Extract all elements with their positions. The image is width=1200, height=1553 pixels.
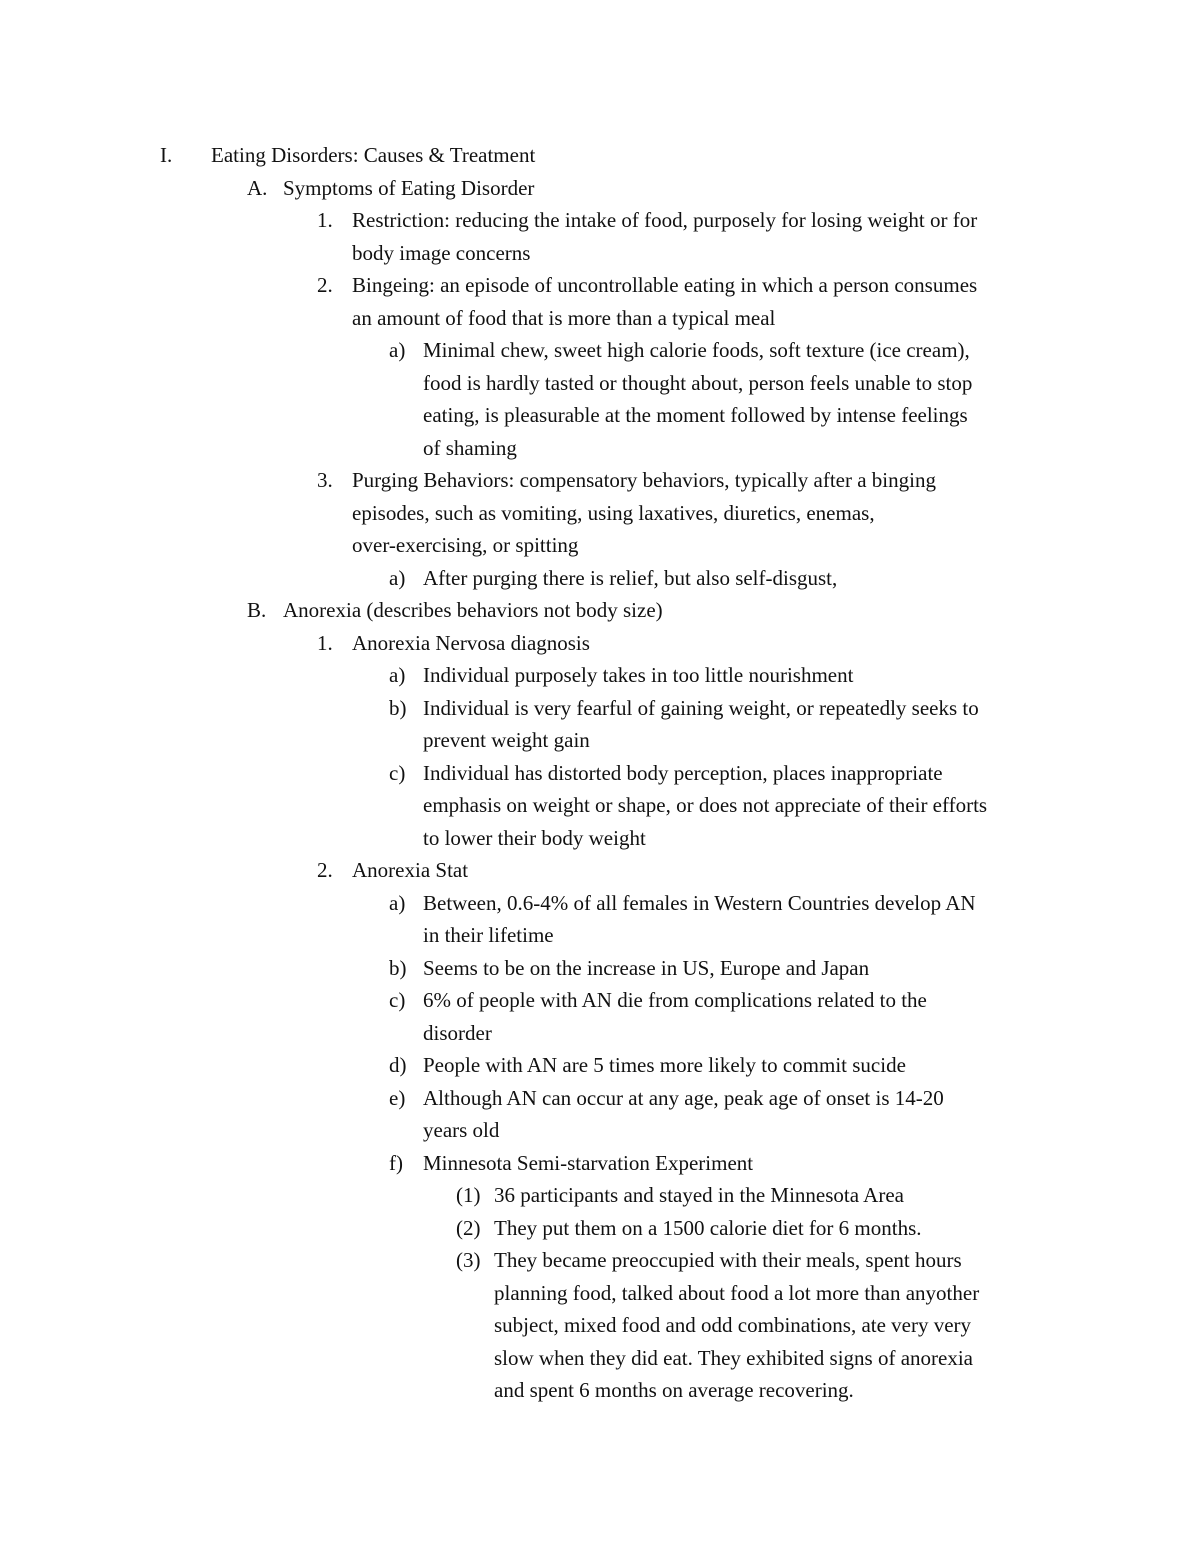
list-item-line: [0, 887, 1065, 920]
list-item-text: episodes, such as vomiting, using laxatives, diuretics, enemas,: [352, 500, 875, 525]
list-item-line: [0, 529, 1065, 562]
list-item-text: Individual is very fearful of gaining weight, or repeatedly seeks to: [423, 695, 979, 720]
list-item-text: Although AN can occur at any age, peak age of onset is 14-20: [423, 1085, 944, 1110]
list-item-text: They became preoccupied with their meals, spent hours: [494, 1248, 962, 1272]
list-item-line: [0, 204, 1065, 237]
list-marker: 3.: [317, 468, 333, 492]
list-item-text: Symptoms of Eating Disorder: [283, 175, 535, 200]
list-item-line: [0, 1082, 1065, 1115]
list-item-line: [0, 1179, 1065, 1212]
list-item-text: in their lifetime: [423, 923, 554, 947]
list-item-text: disorder: [423, 1020, 492, 1045]
list-marker: c): [389, 988, 406, 1012]
list-item-text: Minimal chew, sweet high calorie foods, soft texture (ice cream),: [423, 338, 970, 362]
list-item-line: [0, 269, 1065, 302]
list-marker: a): [389, 890, 406, 915]
list-item-text: food is hardly tasted or thought about, person feels unable to stop: [423, 370, 973, 395]
list-marker: a): [389, 565, 406, 590]
list-item-line: [0, 1147, 1065, 1180]
list-item-line: [0, 659, 1065, 692]
list-item-text: an amount of food that is more than a typical meal: [352, 305, 776, 330]
list-item-line: [0, 464, 1065, 497]
list-item-text: planning food, talked about food a lot more than anyother: [494, 1280, 980, 1305]
list-marker: I.: [160, 143, 173, 167]
list-item-text: subject, mixed food and odd combinations, ate very very: [494, 1313, 972, 1337]
list-item-text: prevent weight gain: [423, 728, 590, 752]
list-item-text: Individual purposely takes in too little nourishment: [423, 663, 854, 687]
list-marker: (2): [456, 1215, 481, 1240]
list-item-line: [0, 399, 1065, 432]
list-item-text: Seems to be on the increase in US, Europe and Japan: [423, 955, 870, 980]
list-item-text: 6% of people with AN die from complications related to the: [423, 988, 927, 1012]
list-item-text: Anorexia Stat: [352, 858, 469, 882]
list-item-line: [0, 724, 1065, 757]
list-marker: c): [389, 760, 406, 785]
list-item-line: [0, 757, 1065, 790]
list-item-text: Purging Behaviors: compensatory behaviors, typically after a binging: [352, 468, 936, 492]
list-item-text: After purging there is relief, but also self-disgust,: [423, 565, 838, 590]
list-item-line: [0, 1277, 1065, 1310]
list-item-text: They put them on a 1500 calorie diet for 6 months.: [494, 1215, 922, 1240]
list-item-line: [0, 334, 1065, 367]
list-item-line: [0, 367, 1065, 400]
list-item-line: [0, 952, 1065, 985]
list-item-line: [0, 432, 1065, 465]
list-item-line: [0, 789, 1065, 822]
list-item-text: Eating Disorders: Causes & Treatment: [211, 143, 536, 167]
list-marker: b): [389, 955, 407, 980]
list-item-line: [0, 1244, 1065, 1277]
list-item-text: People with AN are 5 times more likely to commit sucide: [423, 1053, 906, 1077]
list-item-text: 36 participants and stayed in the Minnesota Area: [494, 1183, 904, 1207]
list-marker: f): [389, 1150, 403, 1175]
list-item-line: [0, 692, 1065, 725]
list-item-text: and spent 6 months on average recovering.: [494, 1378, 854, 1402]
list-item-text: eating, is pleasurable at the moment followed by intense feelings: [423, 403, 968, 427]
list-item-line: [0, 1212, 1065, 1245]
list-item-text: Between, 0.6-4% of all females in Western Countries develop AN: [423, 890, 976, 915]
list-marker: e): [389, 1085, 406, 1110]
list-item-text: Anorexia (describes behaviors not body size): [283, 598, 663, 622]
list-item-line: [0, 562, 1065, 595]
list-item-text: emphasis on weight or shape, or does not appreciate of their efforts: [423, 793, 988, 817]
list-marker: 2.: [317, 273, 333, 297]
list-marker: a): [389, 663, 406, 687]
list-item-text: Minnesota Semi-starvation Experiment: [423, 1150, 754, 1175]
list-item-line: [0, 497, 1065, 530]
list-item-text: of shaming: [423, 435, 517, 460]
list-item-line: [0, 1342, 1065, 1375]
list-marker: 1.: [317, 208, 333, 232]
list-marker: d): [389, 1053, 407, 1077]
list-item-line: [0, 237, 1065, 270]
list-marker: a): [389, 338, 406, 362]
list-item-line: [0, 1374, 1065, 1407]
list-item-text: Anorexia Nervosa diagnosis: [352, 630, 590, 655]
list-item-text: Individual has distorted body perception, places inappropriate: [423, 760, 943, 785]
list-marker: A.: [247, 175, 268, 200]
section-heading: [0, 139, 1065, 172]
list-marker: (3): [456, 1248, 481, 1272]
list-item-text: years old: [423, 1118, 500, 1142]
subsection-heading: [0, 594, 1065, 627]
list-item-line: [0, 302, 1065, 335]
list-item-text: slow when they did eat. They exhibited signs of anorexia: [494, 1345, 974, 1370]
list-item-text: body image concerns: [352, 240, 531, 265]
list-item-text: to lower their body weight: [423, 825, 646, 850]
list-item-line: [0, 1049, 1065, 1082]
list-marker: B.: [247, 598, 267, 622]
list-item-text: Bingeing: an episode of uncontrollable eating in which a person consumes: [352, 273, 978, 297]
list-item-text: Restriction: reducing the intake of food, purposely for losing weight or for: [352, 208, 978, 232]
list-item-text: over-exercising, or spitting: [352, 533, 579, 557]
list-item-line: [0, 919, 1065, 952]
list-item-line: [0, 984, 1065, 1017]
list-item-line: [0, 627, 1065, 660]
list-item-line: [0, 1017, 1065, 1050]
list-marker: 2.: [317, 858, 333, 882]
list-marker: 1.: [317, 630, 333, 655]
list-item-line: [0, 854, 1065, 887]
list-marker: (1): [456, 1183, 481, 1207]
list-item-line: [0, 822, 1065, 855]
list-item-line: [0, 1114, 1065, 1147]
list-marker: b): [389, 695, 407, 720]
subsection-heading: [0, 172, 1065, 205]
list-item-line: [0, 1309, 1065, 1342]
